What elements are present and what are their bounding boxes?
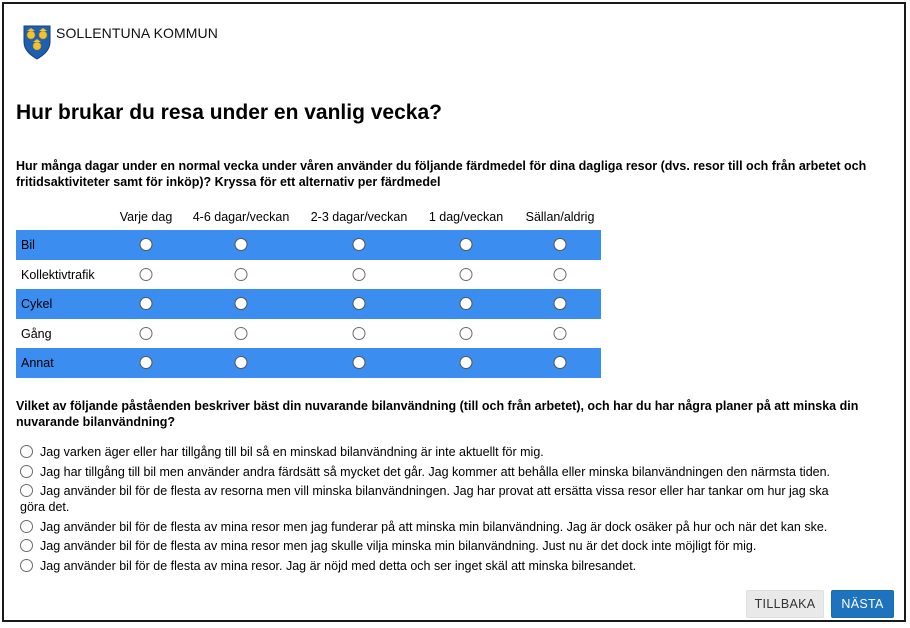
column-header: 4-6 dagar/veckan — [192, 210, 290, 224]
brand-name: SOLLENTUNA KOMMUN — [56, 25, 218, 41]
radio-button[interactable] — [460, 356, 473, 369]
radio-button[interactable] — [140, 297, 153, 310]
option-label: Jag använder bil för de flesta av resorna men vill minska bilanvändningen. Jag har provat att ersätta vissa resor eller har tankar om hur jag ska — [40, 484, 829, 498]
radio-button[interactable] — [353, 327, 366, 340]
radio-button[interactable] — [140, 327, 153, 340]
radio-button[interactable] — [353, 356, 366, 369]
row-label: Annat — [21, 356, 54, 370]
question2-options — [20, 444, 878, 577]
row-label: Gång — [21, 326, 52, 341]
radio-button[interactable] — [554, 297, 567, 310]
column-header: Varje dag — [119, 210, 173, 224]
row-label: Cykel — [21, 297, 53, 311]
radio-button[interactable] — [140, 238, 153, 251]
radio-button[interactable] — [353, 238, 366, 251]
radio-button[interactable] — [20, 539, 33, 552]
radio-button[interactable] — [20, 465, 33, 478]
radio-button[interactable] — [20, 445, 33, 458]
option-2[interactable] — [20, 464, 878, 480]
frequency-grid — [16, 208, 601, 378]
brand-logo — [22, 24, 218, 60]
radio-button[interactable] — [554, 327, 567, 340]
radio-button[interactable] — [235, 268, 248, 281]
coat-of-arms-icon — [22, 24, 52, 60]
grid-row-bil — [16, 230, 601, 260]
column-header: 1 dag/veckan — [428, 210, 504, 224]
page-title: Hur brukar du resa under en vanlig vecka? — [16, 101, 442, 124]
radio-button[interactable] — [353, 268, 366, 281]
radio-button[interactable] — [140, 268, 153, 281]
radio-button[interactable] — [20, 559, 33, 572]
radio-button[interactable] — [460, 238, 473, 251]
grid-row-cykel — [16, 289, 601, 319]
option-label: Jag använder bil för de flesta av mina resor. Jag är nöjd med detta och ser inget skäl att minska bilresandet. — [40, 558, 637, 573]
option-label-continued: göra det. — [20, 500, 70, 514]
radio-button[interactable] — [460, 327, 473, 340]
option-label: Jag använder bil för de flesta av mina resor men jag skulle vilja minska min bilanvändning. Just nu är det dock inte möjligt för mig. — [40, 539, 757, 553]
radio-button[interactable] — [235, 238, 248, 251]
radio-button[interactable] — [554, 238, 567, 251]
option-label: Jag har tillgång till bil men använder andra färdsätt så mycket det går. Jag kommer att behålla eller minska bilanvändningen den närmsta tiden. — [40, 464, 831, 479]
radio-button[interactable] — [460, 268, 473, 281]
option-1[interactable] — [20, 444, 878, 460]
radio-button[interactable] — [140, 356, 153, 369]
back-button[interactable]: TILLBAKA — [746, 590, 824, 618]
radio-button[interactable] — [20, 484, 33, 497]
radio-button[interactable] — [20, 520, 33, 533]
row-label: Bil — [21, 238, 35, 252]
option-4[interactable] — [20, 519, 878, 535]
radio-button[interactable] — [235, 356, 248, 369]
option-5[interactable] — [20, 538, 878, 554]
grid-row-kollektivtrafik — [16, 260, 601, 290]
column-header: 2-3 dagar/veckan — [310, 210, 408, 224]
radio-button[interactable] — [460, 297, 473, 310]
survey-frame — [2, 2, 906, 622]
radio-button[interactable] — [554, 356, 567, 369]
radio-button[interactable] — [353, 297, 366, 310]
option-3[interactable] — [20, 483, 878, 515]
radio-button[interactable] — [235, 327, 248, 340]
radio-button[interactable] — [235, 297, 248, 310]
radio-button[interactable] — [554, 268, 567, 281]
option-6[interactable] — [20, 558, 878, 574]
question2-text: Vilket av följande påståenden beskriver bäst din nuvarande bilanvändning (till och från arbetet), och har du har några planer på att minska din nuvarande bilanvändning? — [16, 399, 859, 429]
grid-header — [16, 208, 601, 230]
question1-text: Hur många dagar under en normal vecka under våren använder du följande färdmedel för dina dagliga resor (dvs. resor till och från arbetet och fritidsaktiviteter samt för inköp)? Kryssa för ett alternativ per färdmedel — [16, 159, 867, 189]
next-button[interactable]: NÄSTA — [831, 590, 894, 618]
grid-row-gang — [16, 319, 601, 349]
row-label: Kollektivtrafik — [21, 267, 95, 282]
option-label: Jag varken äger eller har tillgång till bil så en minskad bilanvändning är inte aktuellt för mig. — [40, 445, 544, 459]
grid-row-annat — [16, 348, 601, 378]
option-label: Jag använder bil för de flesta av mina resor men jag funderar på att minska min bilanvändning. Jag är dock osäker på hur och när det kan ske. — [40, 519, 828, 534]
column-header: Sällan/aldrig — [525, 210, 595, 224]
